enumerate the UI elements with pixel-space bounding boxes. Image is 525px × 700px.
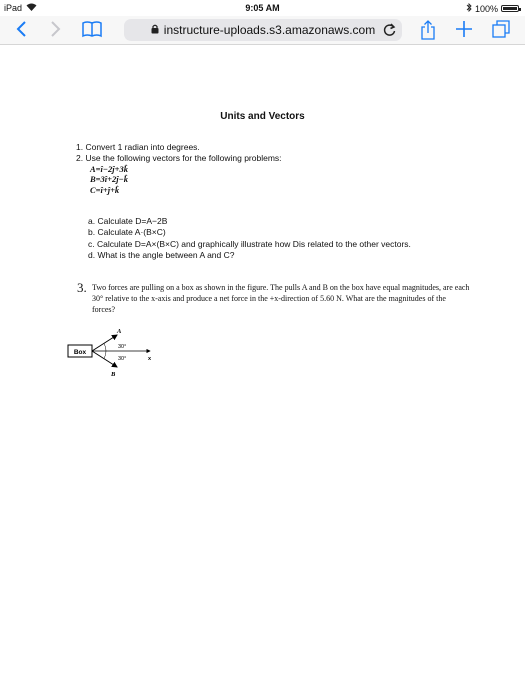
forces-figure (66, 326, 176, 378)
page-title: Units and Vectors (220, 111, 305, 122)
sub-question-b: b. Calculate A·(B×C) (88, 227, 166, 237)
vector-b: B=3î+2ĵ−k̂ (90, 174, 128, 184)
address-bar[interactable] (124, 19, 402, 41)
sub-question-d: d. What is the angle between A and C? (88, 250, 235, 260)
angle-bottom-label: 30° (118, 356, 127, 362)
url-text: instructure-uploads.s3.amazonaws.com (163, 23, 376, 37)
label-b: B (111, 371, 116, 378)
sub-question-c: c. Calculate D=A×(B×C) and graphically illustrate how Dis related to the other vectors. (88, 239, 411, 249)
status-time: 9:05 AM (245, 3, 280, 13)
angle-arc-bottom (104, 351, 106, 359)
share-icon[interactable] (421, 20, 435, 45)
bluetooth-icon (466, 3, 472, 14)
vector-b-arrow (92, 351, 117, 367)
forward-icon[interactable] (50, 20, 62, 43)
box-label: Box (73, 349, 87, 356)
back-icon[interactable] (15, 20, 27, 43)
bookmarks-icon[interactable] (82, 20, 102, 43)
battery-icon (501, 5, 519, 12)
angle-arc-top (104, 344, 106, 352)
question-1: 1. Convert 1 radian into degrees. (76, 142, 200, 152)
label-x: x (148, 356, 152, 362)
status-bar (0, 0, 525, 16)
device-name: iPad (4, 3, 23, 13)
vector-c: C=î+ĵ+k̂ (90, 185, 120, 195)
browser-toolbar (0, 16, 525, 45)
angle-top-label: 30° (118, 344, 127, 350)
document-page (0, 45, 525, 700)
status-right (466, 3, 519, 14)
battery-percent: 100% (474, 3, 498, 14)
sub-question-a: a. Calculate D=A−2B (88, 216, 168, 226)
lock-icon (151, 23, 159, 37)
new-tab-icon[interactable] (455, 20, 473, 43)
reload-icon[interactable] (383, 23, 396, 40)
vector-a: A=î−2ĵ+3k̂ (90, 164, 128, 174)
vector-a-arrow (92, 335, 117, 351)
question-3-number: 3. (77, 280, 87, 295)
question-3-text: Two forces are pulling on a box as shown in the figure. The pulls A and B on the box have equal magnitudes, are each 30° relative to the x-axis and produce a net force in the +x-direction of 5.60 N. What are the magnitudes of the forces? (92, 283, 470, 314)
tabs-icon[interactable] (492, 20, 510, 43)
battery-fill (503, 7, 517, 10)
label-a: A (117, 328, 122, 335)
question-2: 2. Use the following vectors for the following problems: (76, 153, 282, 163)
